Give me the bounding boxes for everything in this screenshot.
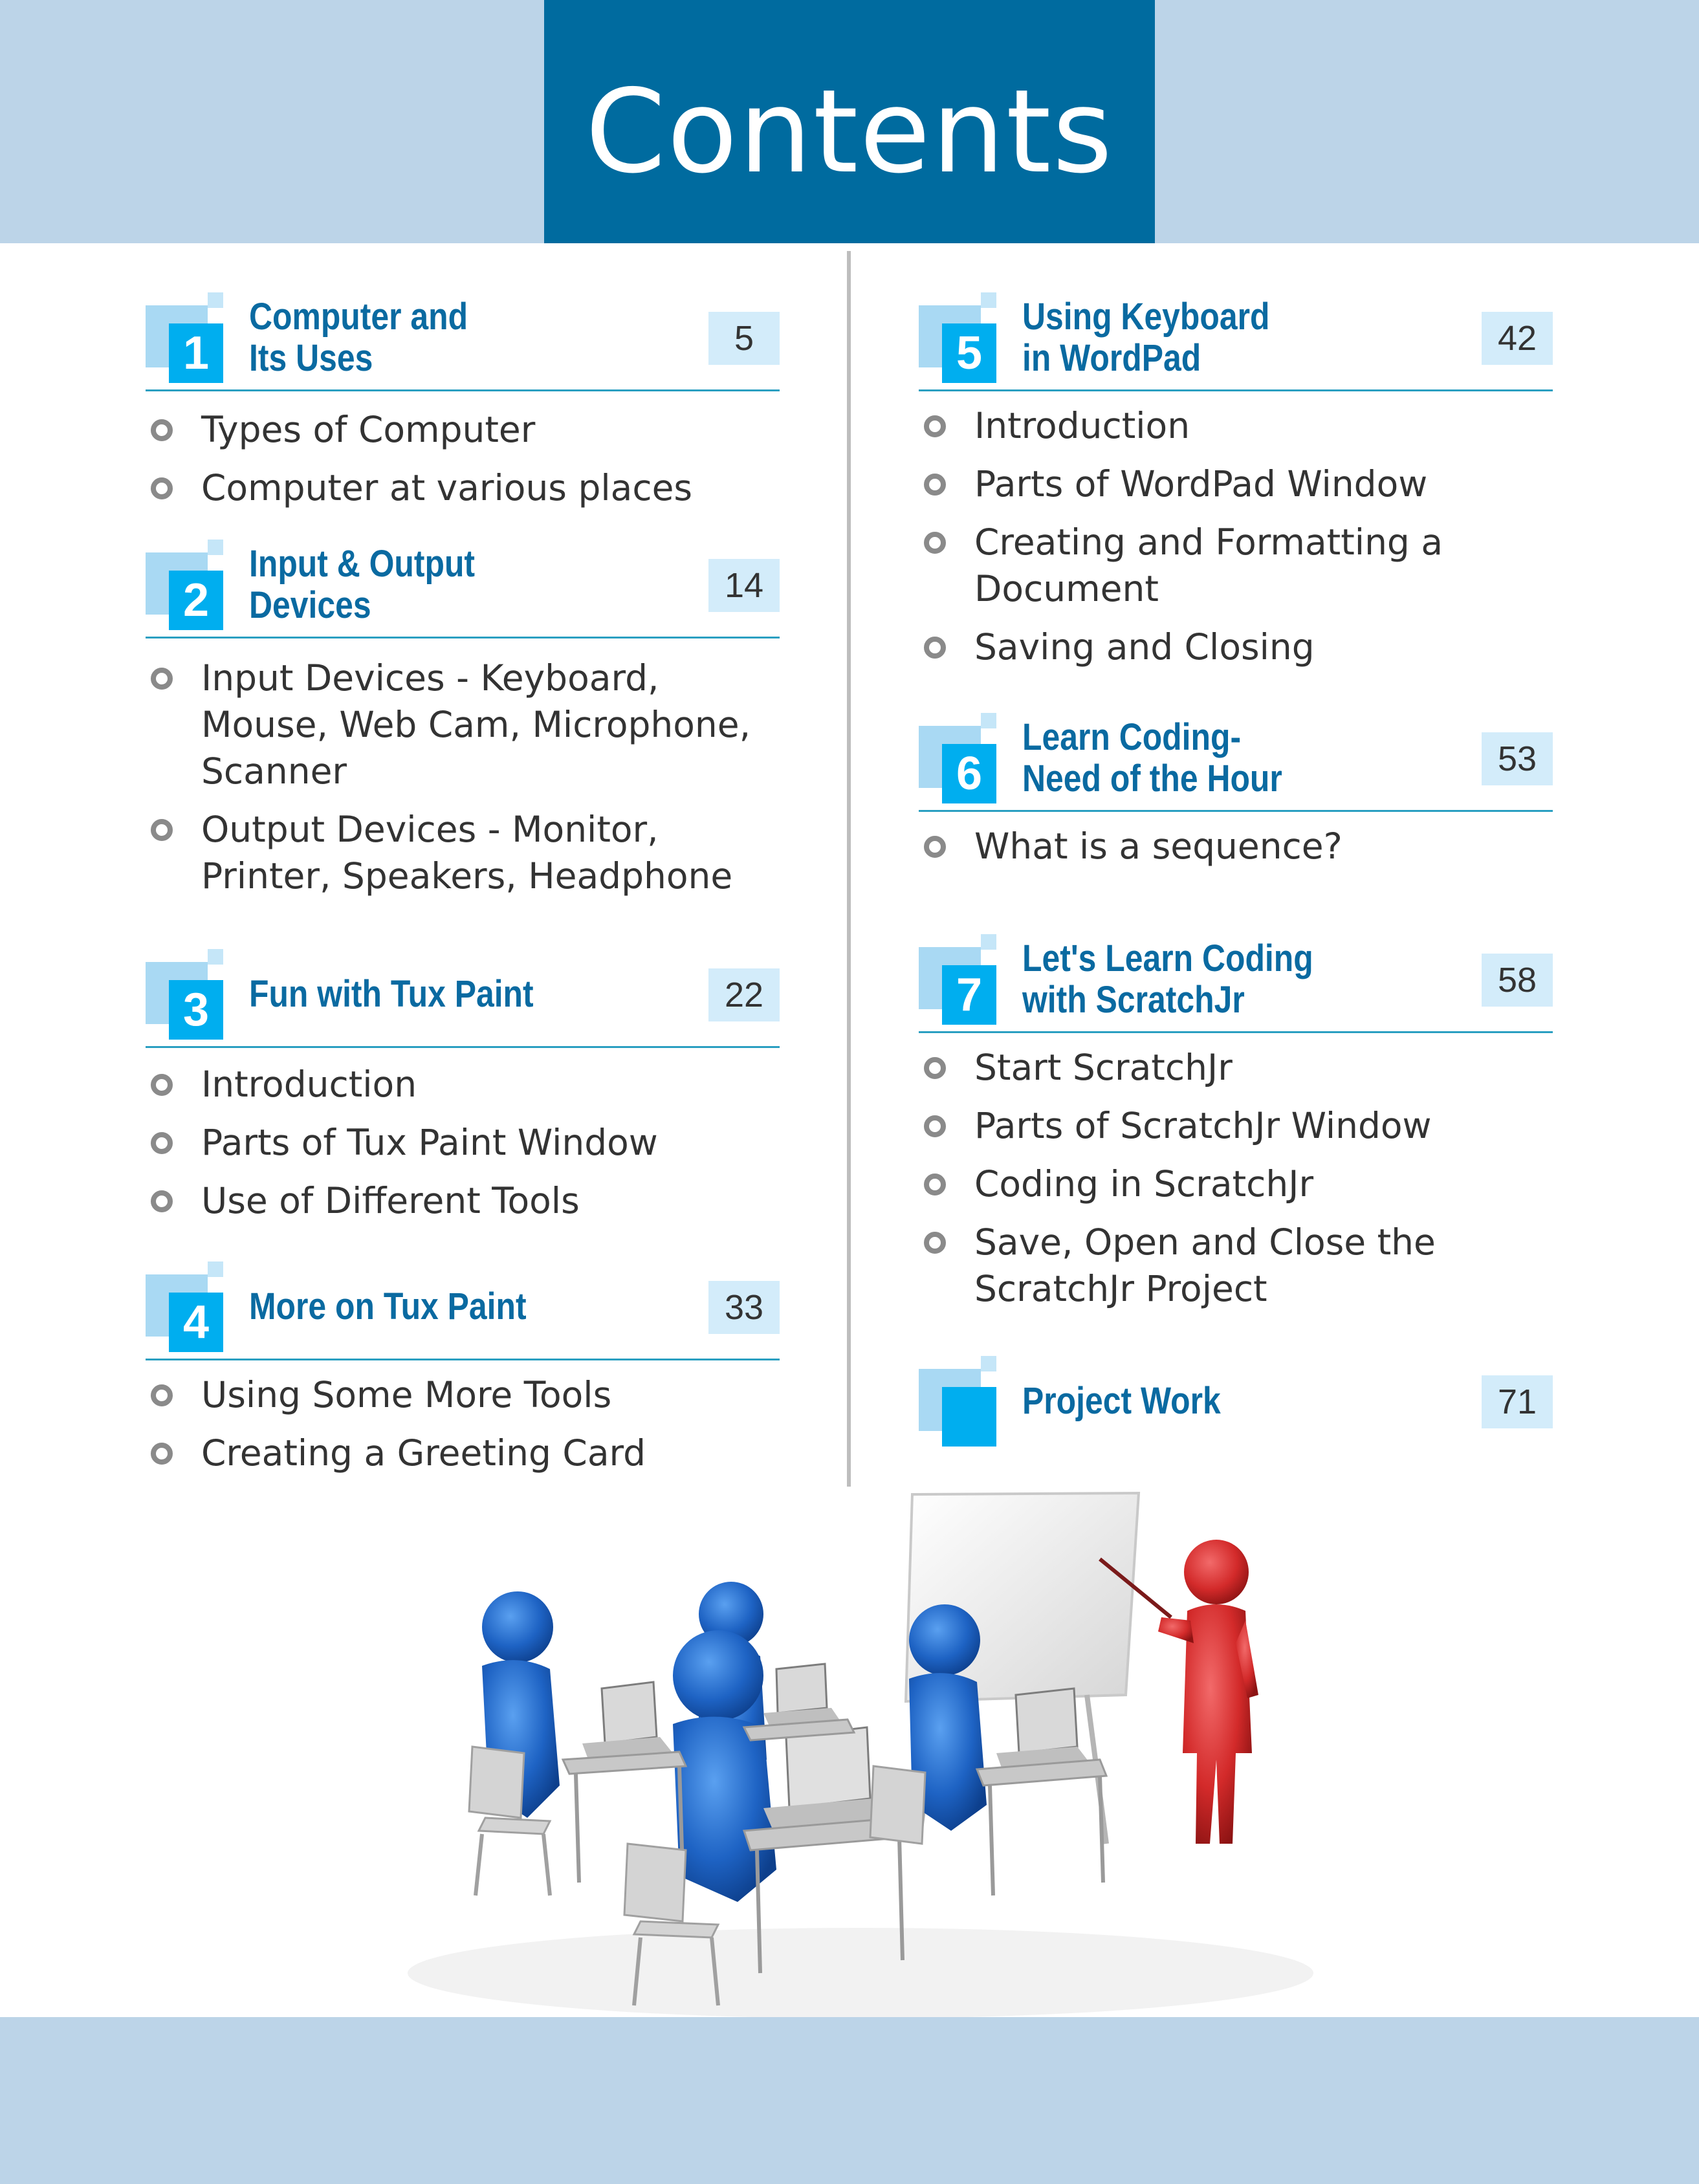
chapter-6-heading[interactable] [919,713,1553,803]
chapter-4-topics [146,1371,793,1488]
chapter-7-topics [919,1044,1566,1324]
bullet-icon [924,1057,946,1079]
column-divider [847,251,851,1487]
chapter-title: Using Keyboard in WordPad [1022,296,1270,379]
footer-band [0,2017,1699,2184]
bullet-icon [924,1174,946,1196]
chapter-rule [146,1046,780,1048]
project-work-heading[interactable] [919,1356,1553,1447]
chapter-icon [146,540,236,630]
chapter-rule [146,389,780,391]
bullet-icon [924,1232,946,1254]
chapter-title: Let's Learn Coding with ScratchJr [1022,937,1313,1021]
topic-item[interactable]: Types of Computer [146,406,793,453]
bullet-icon [151,477,173,499]
topic-item[interactable]: Parts of ScratchJr Window [919,1102,1566,1149]
bullet-icon [924,532,946,554]
bullet-icon [151,1384,173,1406]
topic-item[interactable]: Start ScratchJr [919,1044,1566,1091]
chapter-icon [146,1261,236,1352]
chapter-1-topics [146,406,793,523]
chapter-title: Project Work [1022,1380,1221,1422]
bullet-icon [151,819,173,841]
chapter-number: 3 [169,980,223,1040]
bullet-icon [924,637,946,659]
bullet-icon [924,836,946,858]
bullet-icon [924,1115,946,1137]
chapter-number: 5 [942,323,996,383]
chapter-7-heading[interactable] [919,934,1553,1025]
chapter-icon [146,949,236,1040]
page-number: 14 [708,559,780,612]
bullet-icon [924,415,946,437]
chapter-title: Learn Coding- Need of the Hour [1022,716,1282,800]
laptop-icon [763,1664,841,1727]
chapter-rule [919,1031,1553,1033]
chapter-3-topics [146,1061,793,1236]
chapter-2-heading[interactable] [146,540,780,630]
bullet-icon [151,1443,173,1465]
chapter-5-heading[interactable] [919,292,1553,383]
chapter-title: Input & Output Devices [249,543,476,626]
bullet-icon [151,1190,173,1212]
topic-item[interactable]: Introduction [146,1061,793,1108]
chapter-2-topics [146,655,793,911]
chapter-title: Fun with Tux Paint [249,973,534,1015]
bullet-icon [151,1132,173,1154]
page-number: 42 [1482,312,1553,365]
topic-item[interactable]: Use of Different Tools [146,1177,793,1224]
page-number: 58 [1482,954,1553,1007]
chapter-number [942,1387,996,1447]
bullet-icon [924,474,946,496]
chapter-number: 6 [942,744,996,803]
chapter-icon [919,934,1009,1025]
chapter-rule [146,1359,780,1360]
topic-item[interactable]: Coding in ScratchJr [919,1161,1566,1207]
chapter-number: 4 [169,1293,223,1352]
chapter-icon [146,292,236,383]
bullet-icon [151,1074,173,1096]
page-number: 71 [1482,1375,1553,1428]
title-box [544,0,1155,243]
laptop-icon [582,1682,673,1761]
topic-item[interactable]: What is a sequence? [919,823,1566,869]
chapter-icon [919,292,1009,383]
chapter-title: Computer and Its Uses [249,296,468,379]
chapter-icon [919,1356,1009,1447]
page-title: Contents [585,64,1114,199]
topic-item[interactable]: Computer at various places [146,464,793,511]
classroom-teacher-illustration [356,1481,1346,2018]
chapter-1-heading[interactable] [146,292,780,383]
chapter-rule [919,810,1553,812]
chapter-4-heading[interactable] [146,1261,780,1352]
topic-item[interactable]: Parts of WordPad Window [919,461,1566,507]
chapter-number: 1 [169,323,223,383]
topic-item[interactable]: Creating a Greeting Card [146,1430,793,1476]
bullet-icon [151,668,173,690]
topic-item[interactable]: Saving and Closing [919,624,1566,670]
page-number: 33 [708,1281,780,1334]
chapter-number: 7 [942,965,996,1025]
topic-item[interactable]: Parts of Tux Paint Window [146,1119,793,1166]
topic-item[interactable]: Creating and Formatting a Document [919,519,1557,612]
chapter-number: 2 [169,571,223,630]
student-figure [673,1630,776,1902]
topic-item[interactable]: Using Some More Tools [146,1371,793,1418]
laptop-icon [996,1688,1090,1771]
topic-item[interactable]: Save, Open and Close the ScratchJr Project [919,1219,1531,1312]
topic-item[interactable]: Input Devices - Keyboard, Mouse, Web Cam, Microphone, Scanner [146,655,793,794]
chapter-5-topics [919,402,1566,682]
chapter-6-topics [919,823,1566,881]
bullet-icon [151,419,173,441]
page-number: 22 [708,968,780,1021]
page-number: 5 [708,312,780,365]
chapter-icon [919,713,1009,803]
chapter-rule [146,637,780,639]
chapter-rule [919,389,1553,391]
topic-item[interactable]: Output Devices - Monitor, Printer, Speakers, Headphone [146,806,793,899]
page-number: 53 [1482,732,1553,785]
chapter-3-heading[interactable] [146,949,780,1040]
chapter-title: More on Tux Paint [249,1285,527,1327]
topic-item[interactable]: Introduction [919,402,1566,449]
